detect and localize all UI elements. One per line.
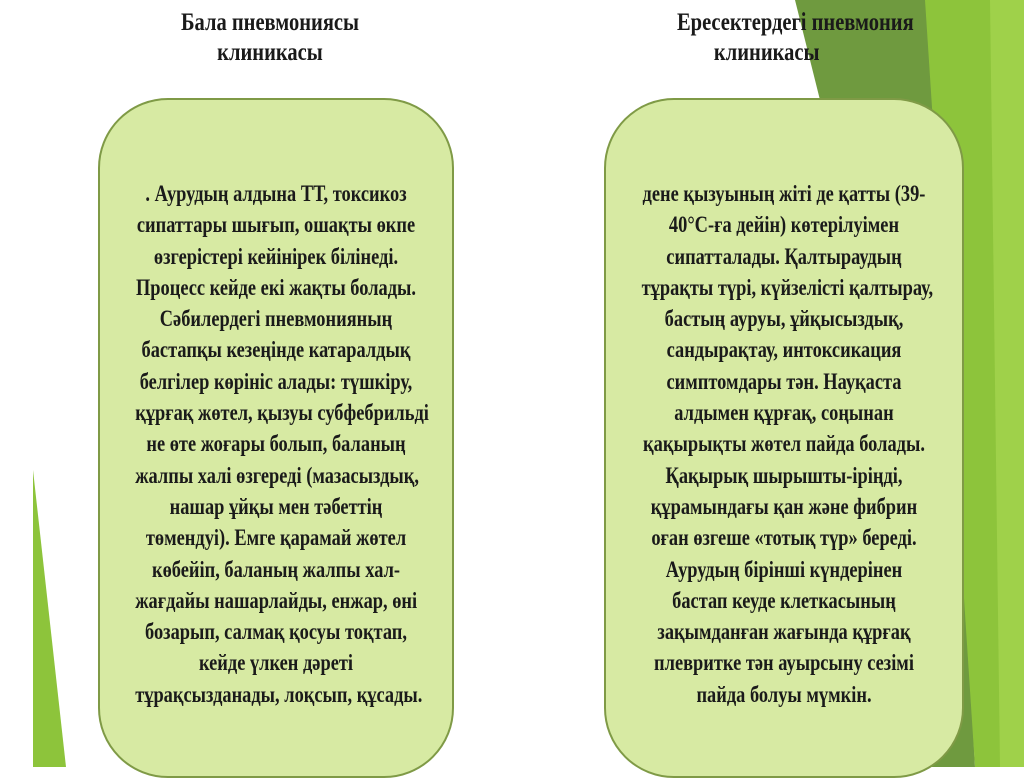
text-line: нашар ұйқы мен тәбеттің [169, 493, 383, 519]
text-line: жағдайы нашарлайды, енжар, өні [135, 587, 418, 613]
text-line: көбейіп, баланың жалпы хал- [151, 556, 401, 582]
text-line: сипатталады. Қалтыраудың [666, 243, 902, 269]
text-line: кейде үлкен дәреті [198, 650, 354, 676]
text-line: дене қызуының жіті де қатты (39- [642, 181, 926, 206]
text-line: тұрақсызданады, лоқсып, құсады. [135, 681, 423, 707]
text-line: зақымданған жағында құрғақ [657, 619, 911, 645]
text-line: не өте жоғары болып, баланың [146, 431, 406, 457]
text-line: Аурудың бірінші күндерінен [665, 556, 903, 582]
text-line: пайда болуы мүмкін. [696, 681, 872, 707]
text-line: бастапқы кезеңінде катаралдық [141, 337, 411, 363]
text-line: бастың ауруы, ұйқысыздық, [664, 306, 904, 332]
text-line: . Аурудың алдына ТТ, токсикоз [145, 181, 407, 206]
text-line: сандырақтау, интоксикация [666, 337, 902, 363]
adult-pneumonia-text [606, 178, 962, 710]
text-line: Сәбилердегі пневмонияның [159, 306, 393, 332]
text-line: құрамындағы қан және фибрин [650, 493, 918, 519]
text-line: оған өзгеше «тотық түр» береді. [651, 525, 917, 551]
text-line: жалпы халі өзгереді (мазасыздық, [135, 462, 419, 488]
text-line: сипаттары шығып, ошақты өкпе [136, 212, 416, 238]
text-line: өзгерістері кейінірек білінеді. [153, 243, 399, 269]
left-title-line: Бала пневмониясы [180, 9, 360, 36]
text-line: Процесс кейде екі жақты болады. [136, 274, 416, 300]
left-green-strip [33, 470, 66, 767]
right-title-line: Ересектердегі пневмония [677, 9, 914, 36]
text-line: қақырықты жөтел пайда болады. [643, 431, 925, 457]
right-title [677, 8, 923, 68]
left-title-line: клиникасы [217, 39, 323, 66]
child-pneumonia-card [98, 98, 454, 778]
text-line: құрғақ жөтел, қызуы субфебрильді [135, 400, 429, 426]
text-line: плевритке тән ауырсыну сезімі [654, 650, 914, 676]
text-line: 40°С-ға дейін) көтерілуімен [668, 212, 900, 238]
text-line: алдымен құрғақ, соңынан [674, 400, 894, 426]
text-line: бозарып, салмақ қосуы тоқтап, [145, 619, 407, 645]
adult-pneumonia-card [604, 98, 964, 778]
text-line: симптомдары тән. Науқаста [666, 368, 902, 394]
text-line: төмендуі). Емге қарамай жөтел [145, 525, 407, 551]
text-line: Қақырық шырышты-іріңді, [665, 462, 903, 488]
left-title [172, 8, 369, 68]
child-pneumonia-text [100, 178, 452, 710]
right-title-line: клиникасы [713, 39, 820, 66]
text-line: тұрақты түрі, күйзелісті қалтырау, [641, 274, 934, 300]
text-line: белгілер көрініс алады: түшкіру, [139, 368, 413, 394]
text-line: бастап кеуде клеткасының [672, 587, 896, 613]
